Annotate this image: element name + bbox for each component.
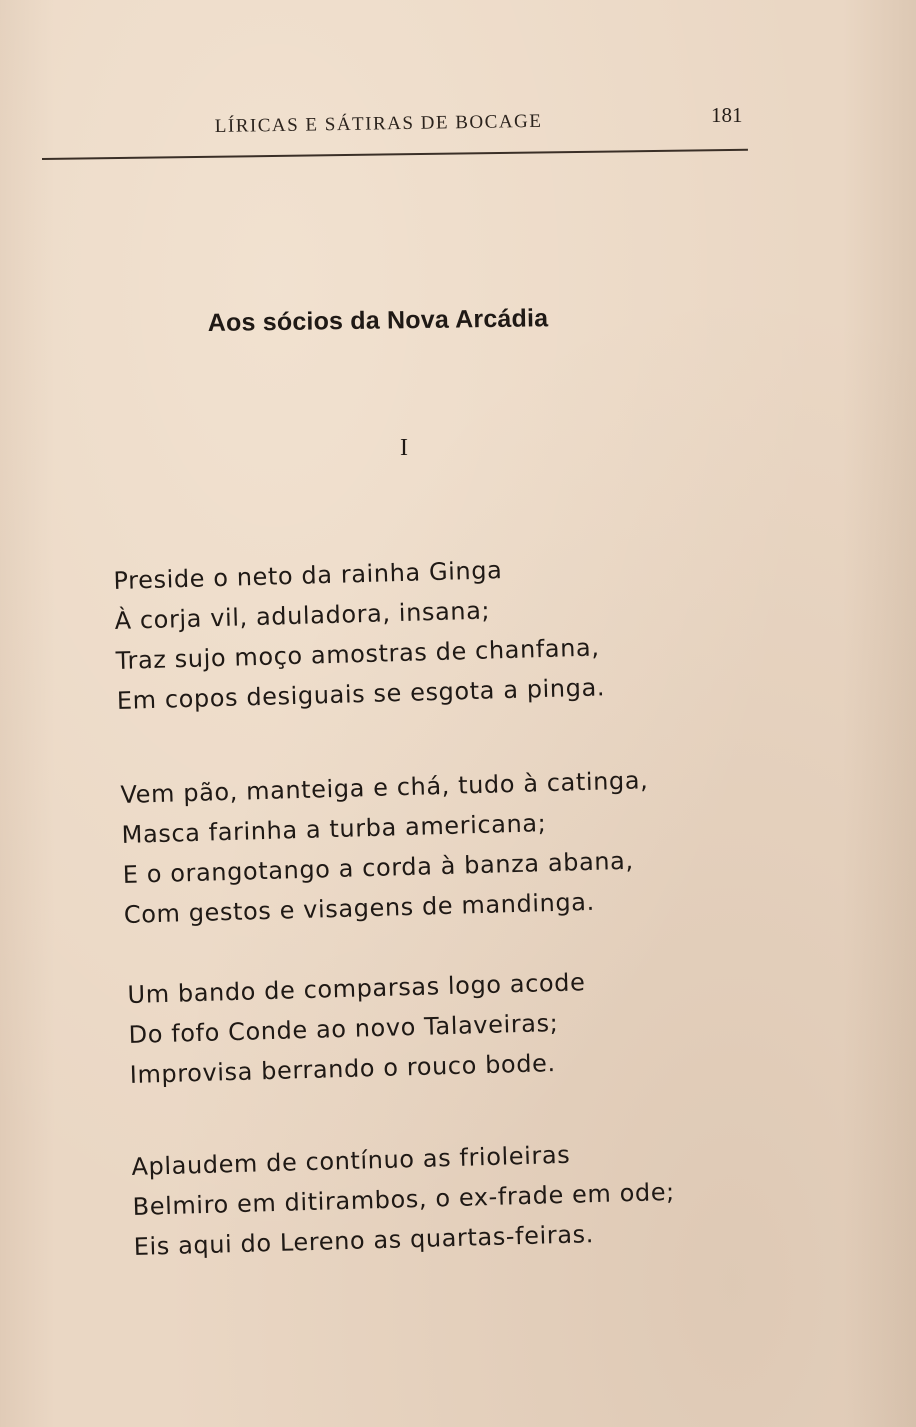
verse-line: Vem pão, manteiga e chá, tudo à catinga,	[120, 766, 649, 809]
running-head: LÍRICAS E SÁTIRAS DE BOCAGE	[214, 110, 543, 138]
header-rule	[42, 149, 748, 160]
verse-line: Aplaudem de contínuo as frioleiras	[131, 1140, 571, 1181]
verse-line: E o orangotango a corda à banza abana,	[122, 846, 634, 889]
verse-line: Um bando de comparsas logo acode	[127, 968, 586, 1009]
stanza-4	[131, 1132, 676, 1267]
verse-line: Eis aqui do Lereno as quartas-feiras.	[133, 1220, 595, 1261]
verse-line: Belmiro em ditirambos, o ex-frade em ode;	[132, 1177, 676, 1221]
stanza-3	[127, 962, 588, 1095]
page-number: 181	[711, 103, 743, 127]
poem-title: Aos sócios da Nova Arcádia	[207, 304, 549, 338]
verse-line: Do fofo Conde ao novo Talaveiras;	[128, 1008, 559, 1049]
verse-line: Improvisa berrando o rouco bode.	[129, 1049, 557, 1089]
verse-line: Masca farinha a turba americana;	[121, 809, 547, 849]
verse-line: À corja vil, aduladora, insana;	[114, 596, 491, 635]
section-numeral: I	[400, 435, 408, 461]
verse-line: Em copos desiguais se esgota a pinga.	[116, 673, 606, 715]
stanza-2	[120, 760, 652, 935]
verse-line: Preside o neto da rainha Ginga	[113, 556, 503, 595]
stanza-1	[113, 547, 606, 721]
verse-line: Traz sujo moço amostras de chanfana,	[115, 633, 600, 675]
verse-line: Com gestos e visagens de mandinga.	[123, 887, 596, 929]
